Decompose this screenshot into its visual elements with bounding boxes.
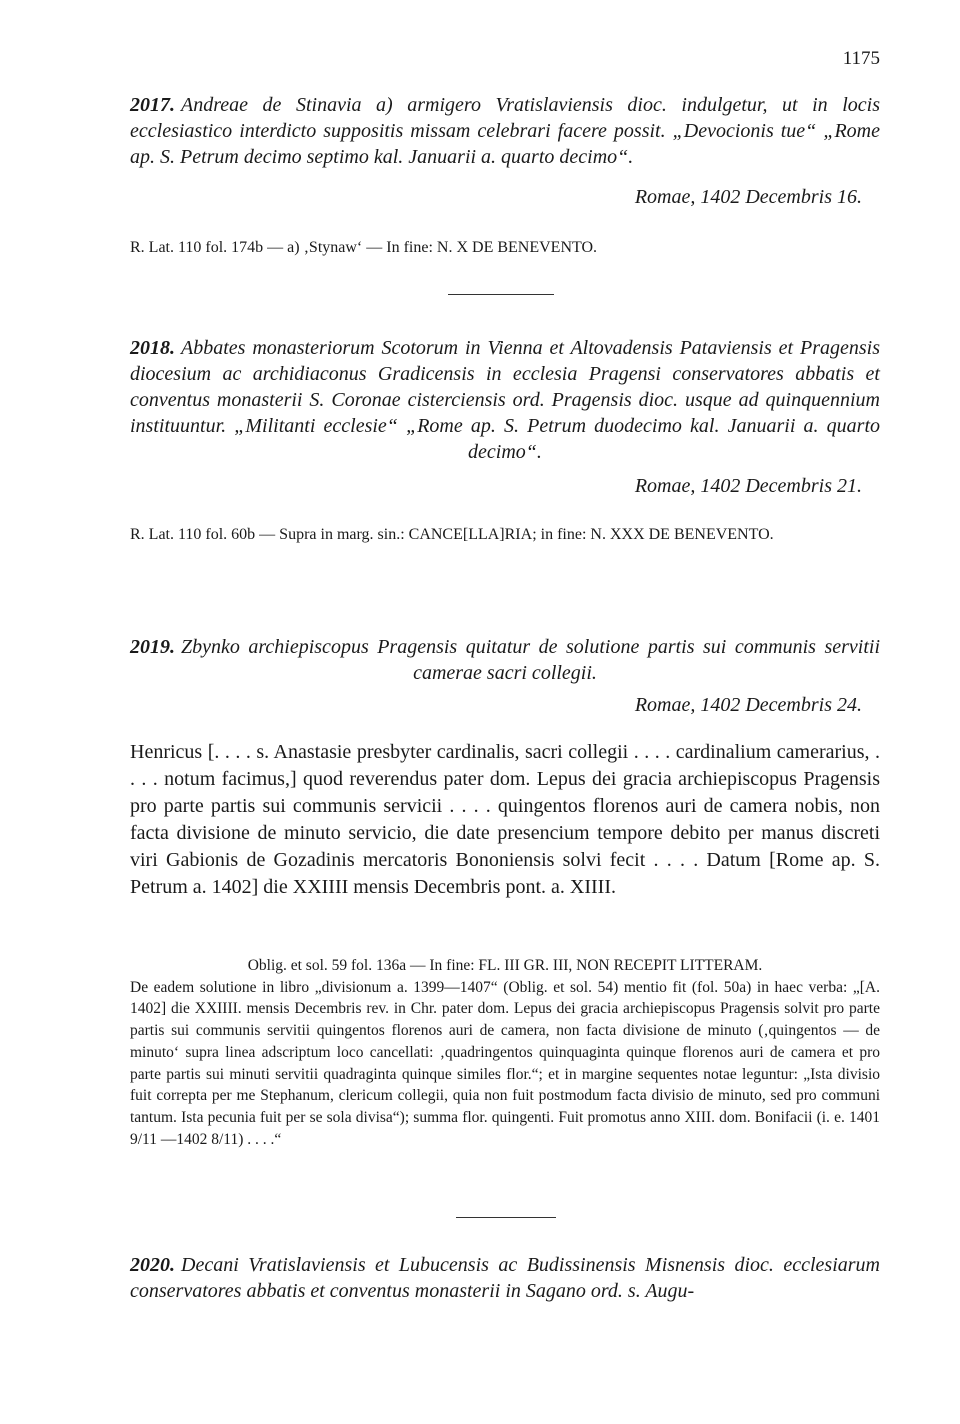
entry-2017-number: 2017. bbox=[130, 94, 175, 116]
entry-2019-heading bbox=[130, 634, 880, 686]
entry-2020-heading bbox=[130, 1252, 880, 1304]
entry-2017-source: R. Lat. 110 fol. 174b — a) ‚Stynaw‘ — In fine: N. X DE BENEVENTO. bbox=[130, 239, 598, 256]
entry-2020-number: 2020. bbox=[130, 1254, 175, 1276]
entry-2020-text: Decani Vratislaviensis et Lubucensis ac Budissinensis Misnensis dioc. ecclesiarum conservatores abbatis et conventus monasterii in Sagano ord. s. Augu- bbox=[130, 1254, 880, 1302]
entry-2019 bbox=[130, 634, 880, 686]
entry-2019-body: Henricus [. . . . s. Anastasie presbyter cardinalis, sacri collegii . . . . cardinalium camerarius, . . . . notum facimus,] quod reverendus pater dom. Lepus dei gracia archiepiscopus Pragensis pro parte partis sui communis servicii . . . . quingentos florenos auri de camera nobis, non facta divisione de minuto servicio, die date presencium tempore debito per manus discreti viri Gabionis de Gozadinis mercatoris Bononiensis solvi fecit . . . . Datum [Rome ap. S. Petrum a. 1402] die XXIIII mensis Decembris pont. a. XIIII. bbox=[130, 741, 880, 898]
entry-2019-note-source: Oblig. et sol. 59 fol. 136a — In fine: FL. III GR. III, NON RECEPIT LITTERAM. bbox=[247, 957, 763, 974]
entry-2020 bbox=[130, 1252, 880, 1304]
entry-2018-heading bbox=[130, 335, 880, 465]
entry-2018 bbox=[130, 335, 880, 465]
entry-2019-number: 2019. bbox=[130, 636, 175, 658]
document-page bbox=[130, 0, 880, 1424]
entry-2017-date: Romae, 1402 Decembris 16. bbox=[634, 186, 862, 208]
entry-2017-text: Andreae de Stinavia a) armigero Vratislaviensis dioc. indulgetur, ut in locis ecclesiastico interdicto suppositis missam celebrari facere possit. „Devocionis tue“ „Rome ap. S. Petrum decimo septimo kal. Januarii a. quarto decimo“. bbox=[130, 94, 880, 168]
entry-2019-note-text: De eadem solutione in libro „divisionum a. 1399—1407“ (Oblig. et sol. 54) mentio fit (fol. 50a) in haec verba: „[A. 1402] die XXIIII. mensis Decembris rev. in Chr. pater dom. Lepus dei gracia archiepiscopus Pragensis solvit pro parte partis sui communis servitii quingentos florenos auri de camera, non facta divisione de minuto (‚quingentos — de minuto‘ supra linea adscriptum loco cancellati: ‚quadringentos quinquaginta quinque florenos auri de camera et pro parte partis sui minuti servitii quadraginta quinque similes flor.“; et in margine sequentes notae leguntur: „Ista divisio fuit correpta per me Stephanum, clericum collegii, quia non fuit postmodum facta divisio de minuto, sed pro communi tantum. Ista pecunia fuit per se sola divisa“); summa flor. quingenti. Fuit promotus anno XIII. dom. Bonifacii (i. e. 1401 9/11 —1402 8/11) . . . .“ bbox=[130, 978, 880, 1148]
page-number: 1175 bbox=[842, 48, 880, 69]
entry-2019-note bbox=[130, 955, 880, 1150]
entry-2018-source: R. Lat. 110 fol. 60b — Supra in marg. sin.: CANCE[LLA]RIA; in fine: N. XXX DE BENEVENTO. bbox=[130, 526, 774, 543]
entry-2017-heading bbox=[130, 92, 880, 170]
entry-2017 bbox=[130, 92, 880, 170]
divider-rule bbox=[448, 294, 554, 295]
divider-rule bbox=[456, 1217, 556, 1218]
entry-2018-date: Romae, 1402 Decembris 21. bbox=[634, 475, 862, 497]
entry-2018-number: 2018. bbox=[130, 337, 175, 359]
entry-2018-text: Abbates monasteriorum Scotorum in Vienna et Altovadensis Pataviensis et Pragensis diocesium ac archidiaconus Gradicensis in ecclesia Pragensi conservatores abbatis et conventus monasterii S. Coronae cisterciensis ord. Pragensis dioc. usque ad quinquennium instituuntur. „Militanti ecclesie“ „Rome ap. S. Petrum duodecimo kal. Januarii a. quarto decimo“. bbox=[130, 337, 880, 463]
entry-2019-date: Romae, 1402 Decembris 24. bbox=[634, 694, 862, 716]
entry-2019-text: Zbynko archiepiscopus Pragensis quitatur de solutione partis sui communis servitii camerae sacri collegii. bbox=[181, 636, 880, 684]
